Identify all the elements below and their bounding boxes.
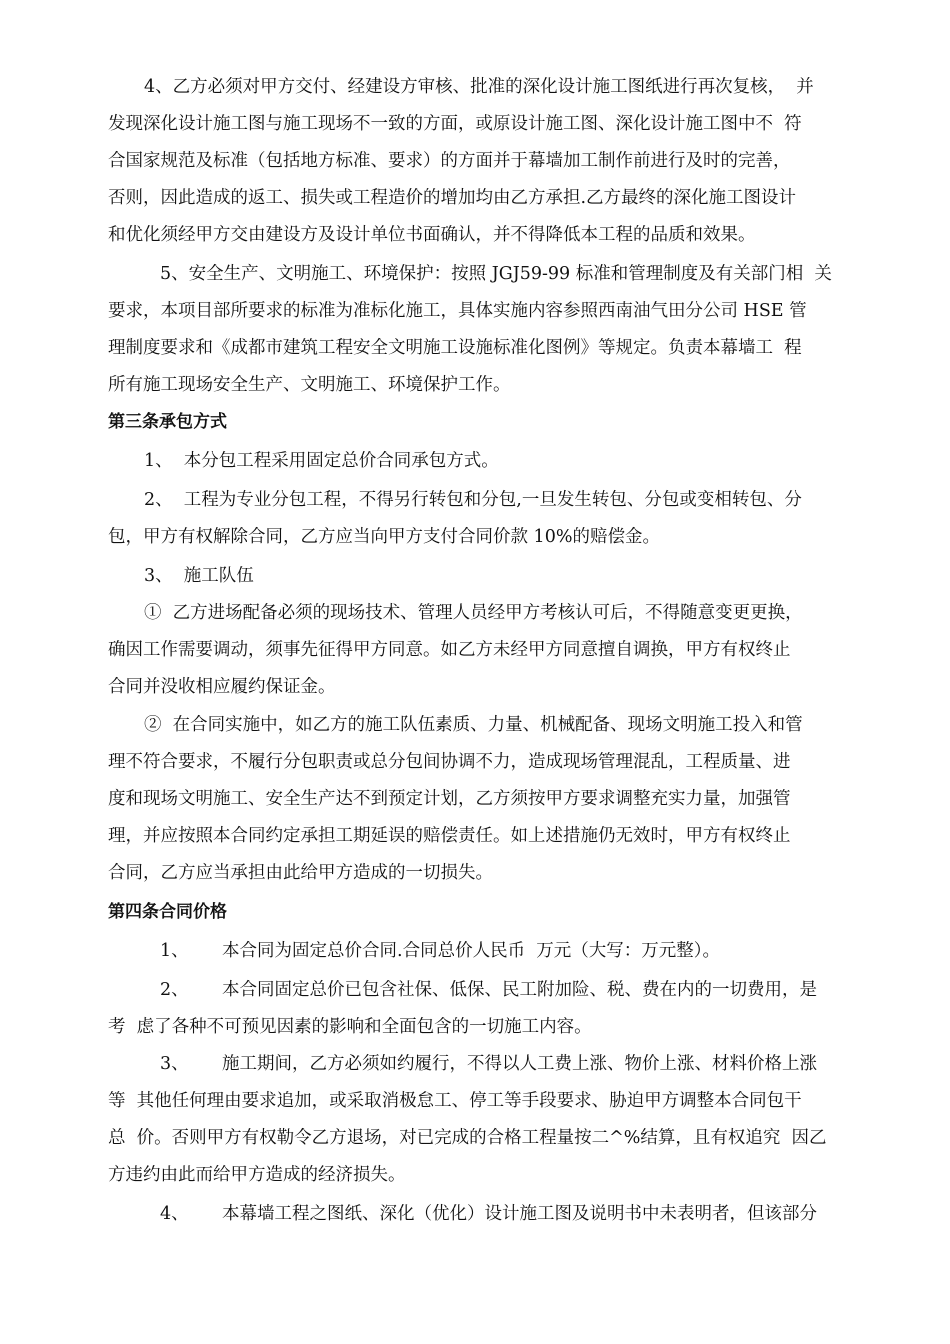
paragraph-line: 方违约由此而给甲方造成的经济损失。 [108,1165,406,1185]
paragraph-line: ① 乙方进场配备必须的现场技术、管理人员经甲方考核认可后，不得随意变更更换， [144,603,803,623]
paragraph-line: 总 价。否则甲方有权勒令乙方退场，对已完成的合格工程量按二^%结算，且有权追究 因乙 [108,1128,827,1148]
paragraph-line: 理不符合要求，不履行分包职责或总分包间协调不力，造成现场管理混乱，工程质量、进 [108,752,791,772]
section-heading: 第四条合同价格 [108,902,227,922]
paragraph-line: 理制度要求和《成都市建筑工程安全文明施工设施标准化图例》等规定。负责本幕墙工 程 [108,338,802,358]
paragraph-line: 1、 本分包工程采用固定总价合同承包方式。 [144,451,499,471]
paragraph-line: 4、 本幕墙工程之图纸、深化（优化）设计施工图及说明书中未表明者，但该部分 [160,1204,818,1224]
paragraph-line: 包，甲方有权解除合同，乙方应当向甲方支付合同价款 10%的赔偿金。 [108,527,660,547]
paragraph-line: 和优化须经甲方交由建设方及设计单位书面确认，并不得降低本工程的品质和效果。 [108,225,756,245]
paragraph-line: 合同，乙方应当承担由此给甲方造成的一切损失。 [108,863,493,883]
paragraph-line: 确因工作需要调动，须事先征得甲方同意。如乙方未经甲方同意擅自调换，甲方有权终止 [108,640,791,660]
paragraph-line: 等 其他任何理由要求追加，或采取消极怠工、停工等手段要求、胁迫甲方调整本合同包干 [108,1091,802,1111]
paragraph-line: 理，并应按照本合同约定承担工期延误的赔偿责任。如上述措施仍无效时，甲方有权终止 [108,826,791,846]
paragraph-line: 所有施工现场安全生产、文明施工、环境保护工作。 [108,375,511,395]
paragraph-line: 2、 工程为专业分包工程，不得另行转包和分包,一旦发生转包、分包或变相转包、分 [144,490,802,510]
paragraph-line: 3、 施工期间，乙方必须如约履行，不得以人工费上涨、物价上涨、材料价格上涨 [160,1054,818,1074]
paragraph-line: 4、乙方必须对甲方交付、经建设方审核、批准的深化设计施工图纸进行再次复核， 并 [144,77,814,97]
paragraph-line: 2、 本合同固定总价已包含社保、低保、民工附加险、税、费在内的一切费用，是 [160,980,818,1000]
paragraph-line: 3、 施工队伍 [144,566,254,586]
paragraph-line: 1、 本合同为固定总价合同.合同总价人民币 万元（大写：万元整）。 [160,941,720,961]
paragraph-line: 5、安全生产、文明施工、环境保护：按照 JGJ59-99 标准和管理制度及有关部门相 关 [160,264,832,284]
paragraph-line: 否则，因此造成的返工、损失或工程造价的增加均由乙方承担.乙方最终的深化施工图设计 [108,188,797,208]
paragraph-line: 要求，本项目部所要求的标准为准标化施工，具体实施内容参照西南油气田分公司 HSE 管 [108,301,807,321]
paragraph-line: 合国家规范及标准（包括地方标准、要求）的方面并于幕墙加工制作前进行及时的完善， [108,151,791,171]
paragraph-line: 度和现场文明施工、安全生产达不到预定计划，乙方须按甲方要求调整充实力量，加强管 [108,789,791,809]
paragraph-line: 发现深化设计施工图与施工现场不一致的方面，或原设计施工图、深化设计施工图中不 符 [108,114,802,134]
paragraph-line: ② 在合同实施中，如乙方的施工队伍素质、力量、机械配备、现场文明施工投入和管 [144,715,803,735]
paragraph-line: 考 虑了各种不可预见因素的影响和全面包含的一切施工内容。 [108,1017,592,1037]
paragraph-line: 合同并没收相应履约保证金。 [108,677,336,697]
section-heading: 第三条承包方式 [108,412,227,432]
